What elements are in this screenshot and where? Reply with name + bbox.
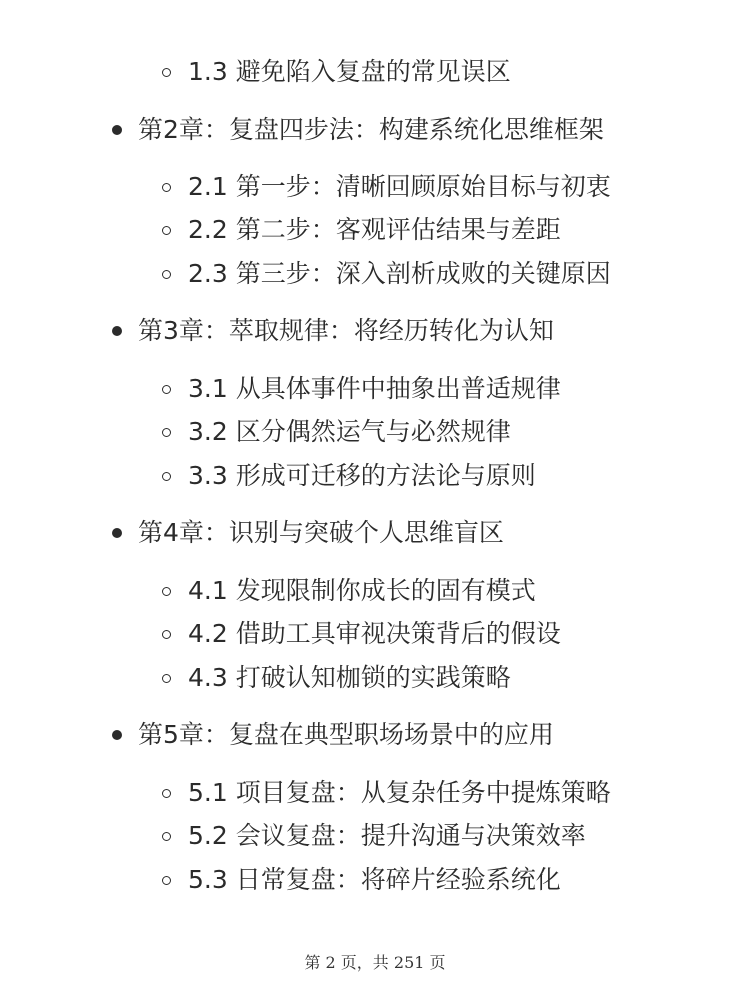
- toc-chapter-2: [112, 110, 604, 150]
- toc-item-label: 4.1 发现限制你成长的固有模式: [188, 576, 536, 605]
- toc-item-label: 2.1 第一步：清晰回顾原始目标与初衷: [188, 172, 611, 201]
- toc-section-2-3: [162, 254, 611, 294]
- page-number: 第 2 页，共 251 页: [304, 953, 446, 972]
- circle-bullet-icon: [162, 630, 171, 639]
- toc-section-3-3: [162, 456, 536, 496]
- toc-chapter-3: [112, 311, 554, 351]
- circle-bullet-icon: [162, 226, 171, 235]
- toc-item-label: 5.2 会议复盘：提升沟通与决策效率: [188, 821, 586, 850]
- toc-item-label: 5.3 日常复盘：将碎片经验系统化: [188, 865, 561, 894]
- toc-section-2-2: [162, 210, 561, 250]
- circle-bullet-icon: [162, 587, 171, 596]
- circle-bullet-icon: [162, 183, 171, 192]
- toc-section-5-3: [162, 860, 561, 900]
- disc-bullet-icon: [112, 326, 122, 336]
- toc-item-label: 3.3 形成可迁移的方法论与原则: [188, 461, 536, 490]
- toc-section-5-1: [162, 773, 611, 813]
- circle-bullet-icon: [162, 428, 171, 437]
- toc-section-2-1: [162, 167, 611, 207]
- disc-bullet-icon: [112, 730, 122, 740]
- toc-item-label: 2.2 第二步：客观评估结果与差距: [188, 215, 561, 244]
- toc-section-5-2: [162, 816, 586, 856]
- toc-section-3-1: [162, 369, 561, 409]
- toc-section-1-3: [162, 52, 511, 92]
- circle-bullet-icon: [162, 385, 171, 394]
- toc-section-3-2: [162, 412, 511, 452]
- disc-bullet-icon: [112, 125, 122, 135]
- toc-item-label: 4.3 打破认知枷锁的实践策略: [188, 663, 511, 692]
- circle-bullet-icon: [162, 472, 171, 481]
- toc-item-label: 4.2 借助工具审视决策背后的假设: [188, 619, 561, 648]
- toc-chapter-5: [112, 715, 554, 755]
- toc-item-label: 第5章：复盘在典型职场场景中的应用: [138, 720, 554, 749]
- toc-section-4-1: [162, 571, 536, 611]
- circle-bullet-icon: [162, 789, 171, 798]
- toc-item-label: 5.1 项目复盘：从复杂任务中提炼策略: [188, 778, 611, 807]
- toc-section-4-2: [162, 614, 561, 654]
- toc-item-label: 第4章：识别与突破个人思维盲区: [138, 518, 504, 547]
- toc-section-4-3: [162, 658, 511, 698]
- toc-item-label: 1.3 避免陷入复盘的常见误区: [188, 57, 511, 86]
- circle-bullet-icon: [162, 832, 171, 841]
- circle-bullet-icon: [162, 876, 171, 885]
- disc-bullet-icon: [112, 528, 122, 538]
- circle-bullet-icon: [162, 68, 171, 77]
- toc-item-label: 3.2 区分偶然运气与必然规律: [188, 417, 511, 446]
- toc-item-label: 第3章：萃取规律：将经历转化为认知: [138, 316, 554, 345]
- toc-item-label: 2.3 第三步：深入剖析成败的关键原因: [188, 259, 611, 288]
- circle-bullet-icon: [162, 270, 171, 279]
- toc-item-label: 第2章：复盘四步法：构建系统化思维框架: [138, 115, 604, 144]
- toc-item-label: 3.1 从具体事件中抽象出普适规律: [188, 374, 561, 403]
- circle-bullet-icon: [162, 674, 171, 683]
- toc-chapter-4: [112, 513, 504, 553]
